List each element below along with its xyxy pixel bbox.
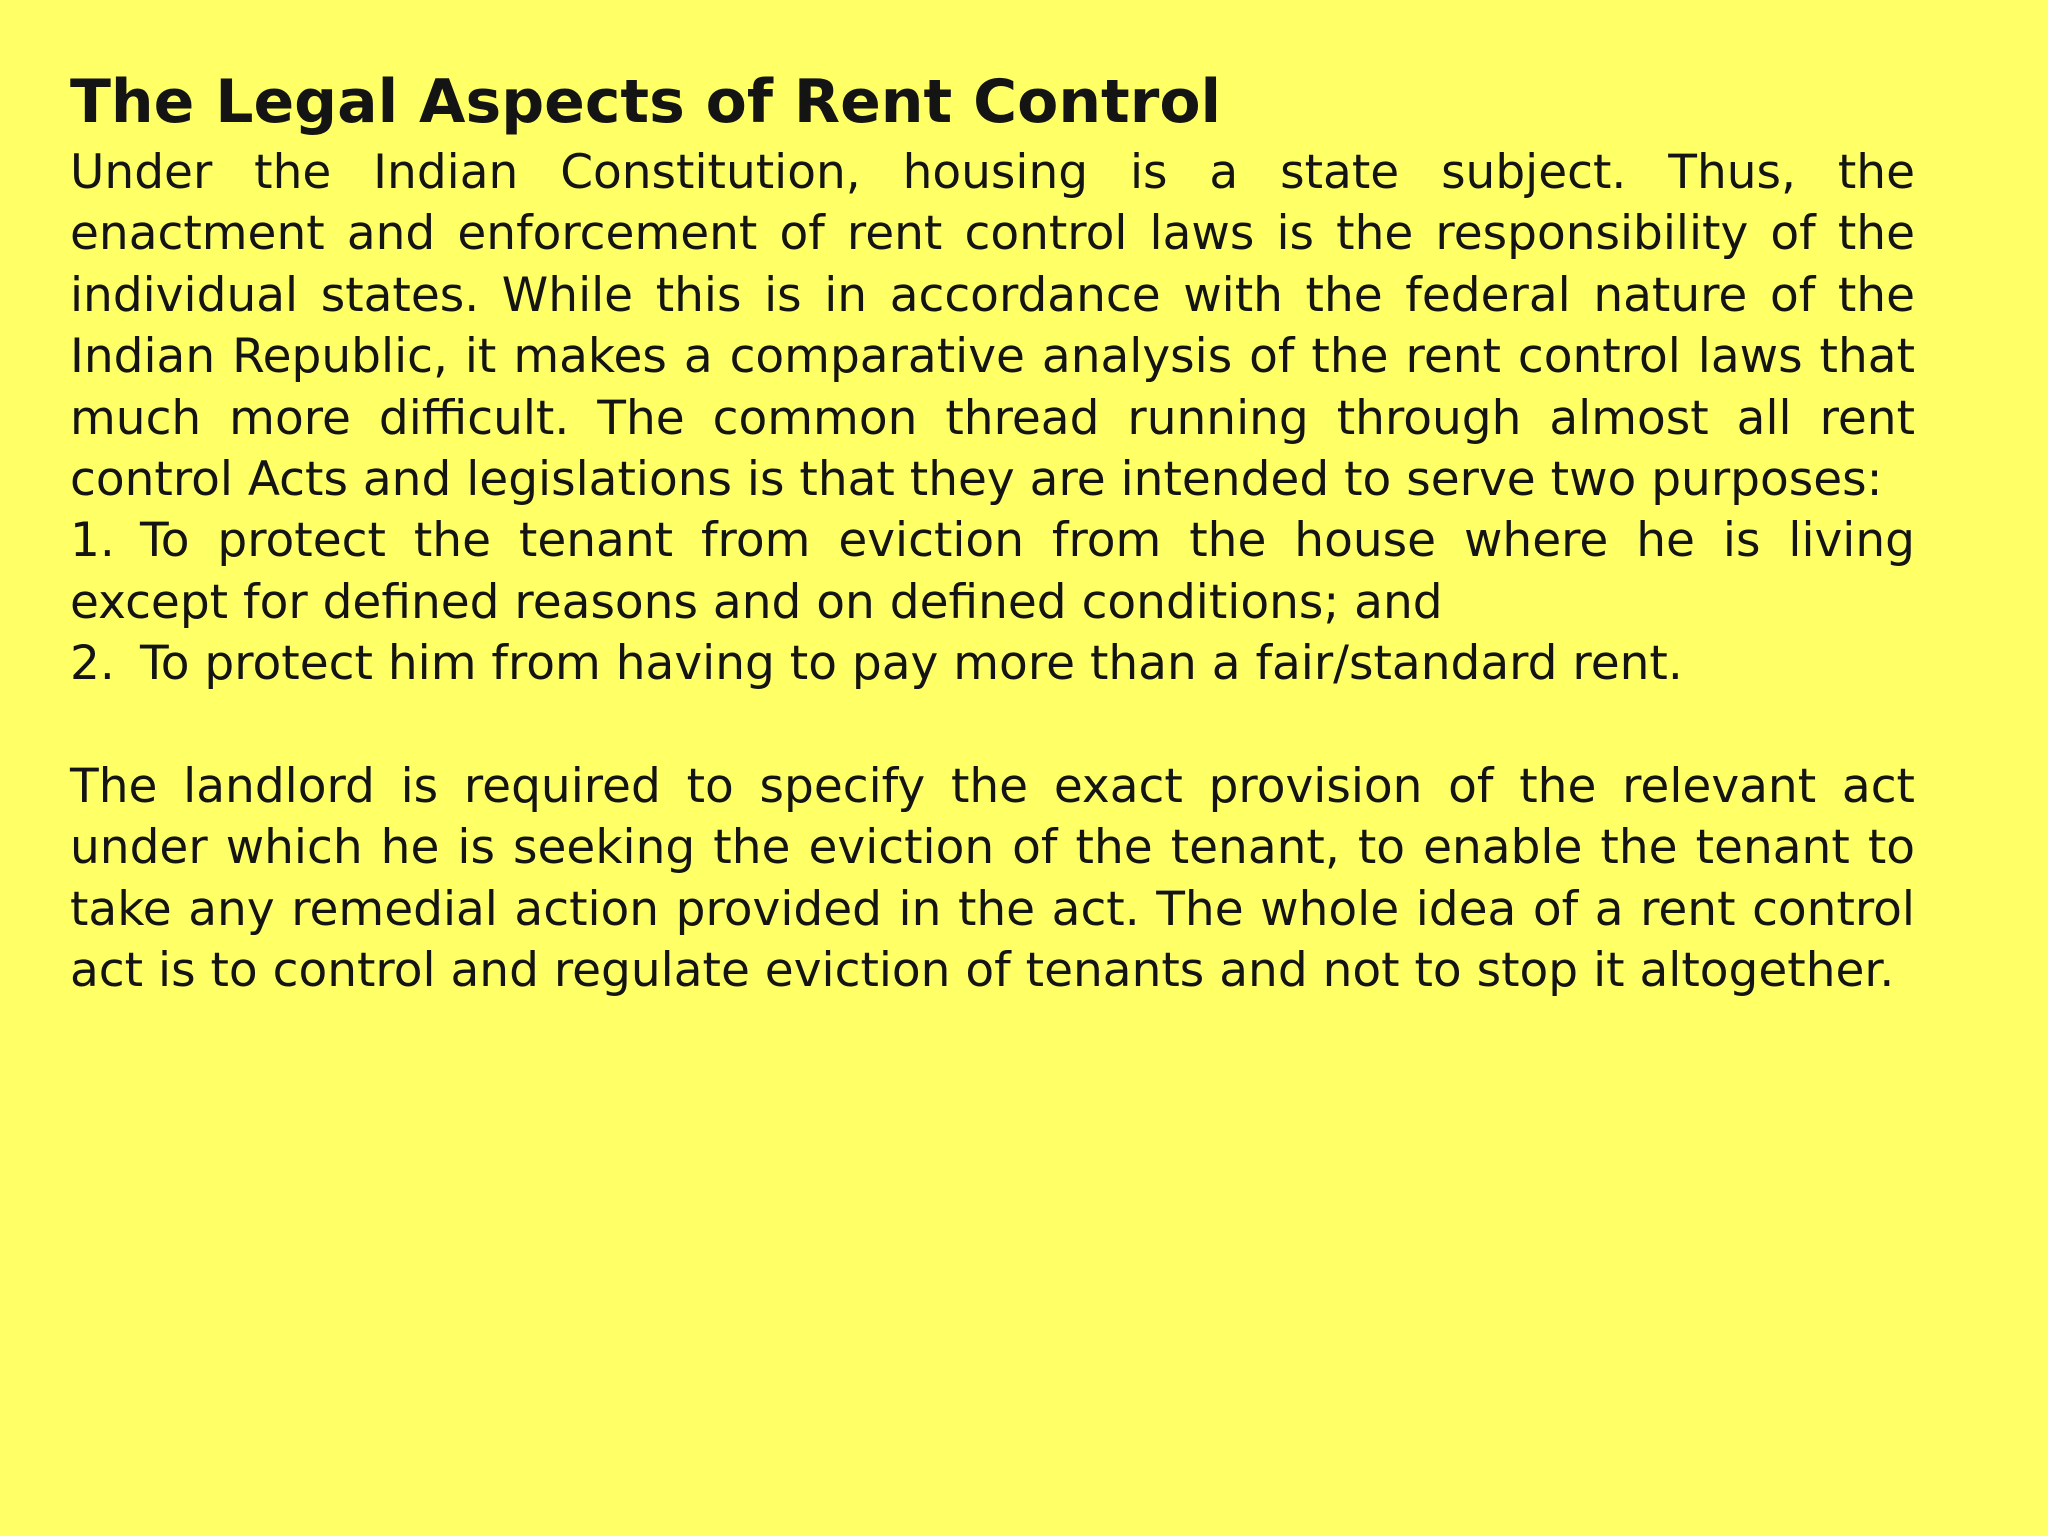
slide-content — [70, 62, 1915, 1002]
intro-paragraph: Under the Indian Constitution, housing is a state subject. Thus, the enactment and enforcement of rent control laws is the responsibility of the individual states. While this is in accordance with the federal nature of the Indian Republic, it makes a comparative analysis of the rent control laws that much more difficult. The common thread running through almost all rent control Acts and legislations is that they are intended to serve two purposes: — [70, 145, 1915, 508]
list-item-text: To protect him from having to pay more than a fair/standard rent. — [140, 636, 1683, 692]
list-item-number: 1. — [70, 513, 115, 569]
list-item — [70, 510, 1915, 633]
purposes-list — [70, 510, 1915, 694]
slide-body — [70, 142, 1915, 1002]
list-item — [70, 633, 1915, 694]
slide-title: The Legal Aspects of Rent Control — [70, 67, 1222, 137]
list-item-number: 2. — [70, 636, 115, 692]
closing-paragraph: The landlord is required to specify the exact provision of the relevant act under which he is seeking the eviction of the tenant, to enable the tenant to take any remedial action provided in the act. The whole idea of a rent control act is to control and regulate eviction of tenants and not to stop it altogether. — [70, 759, 1915, 999]
list-item-text: To protect the tenant from eviction from the house where he is living except for defined reasons and on defined conditions; and — [70, 513, 1915, 630]
paragraph-spacer — [70, 695, 1915, 756]
